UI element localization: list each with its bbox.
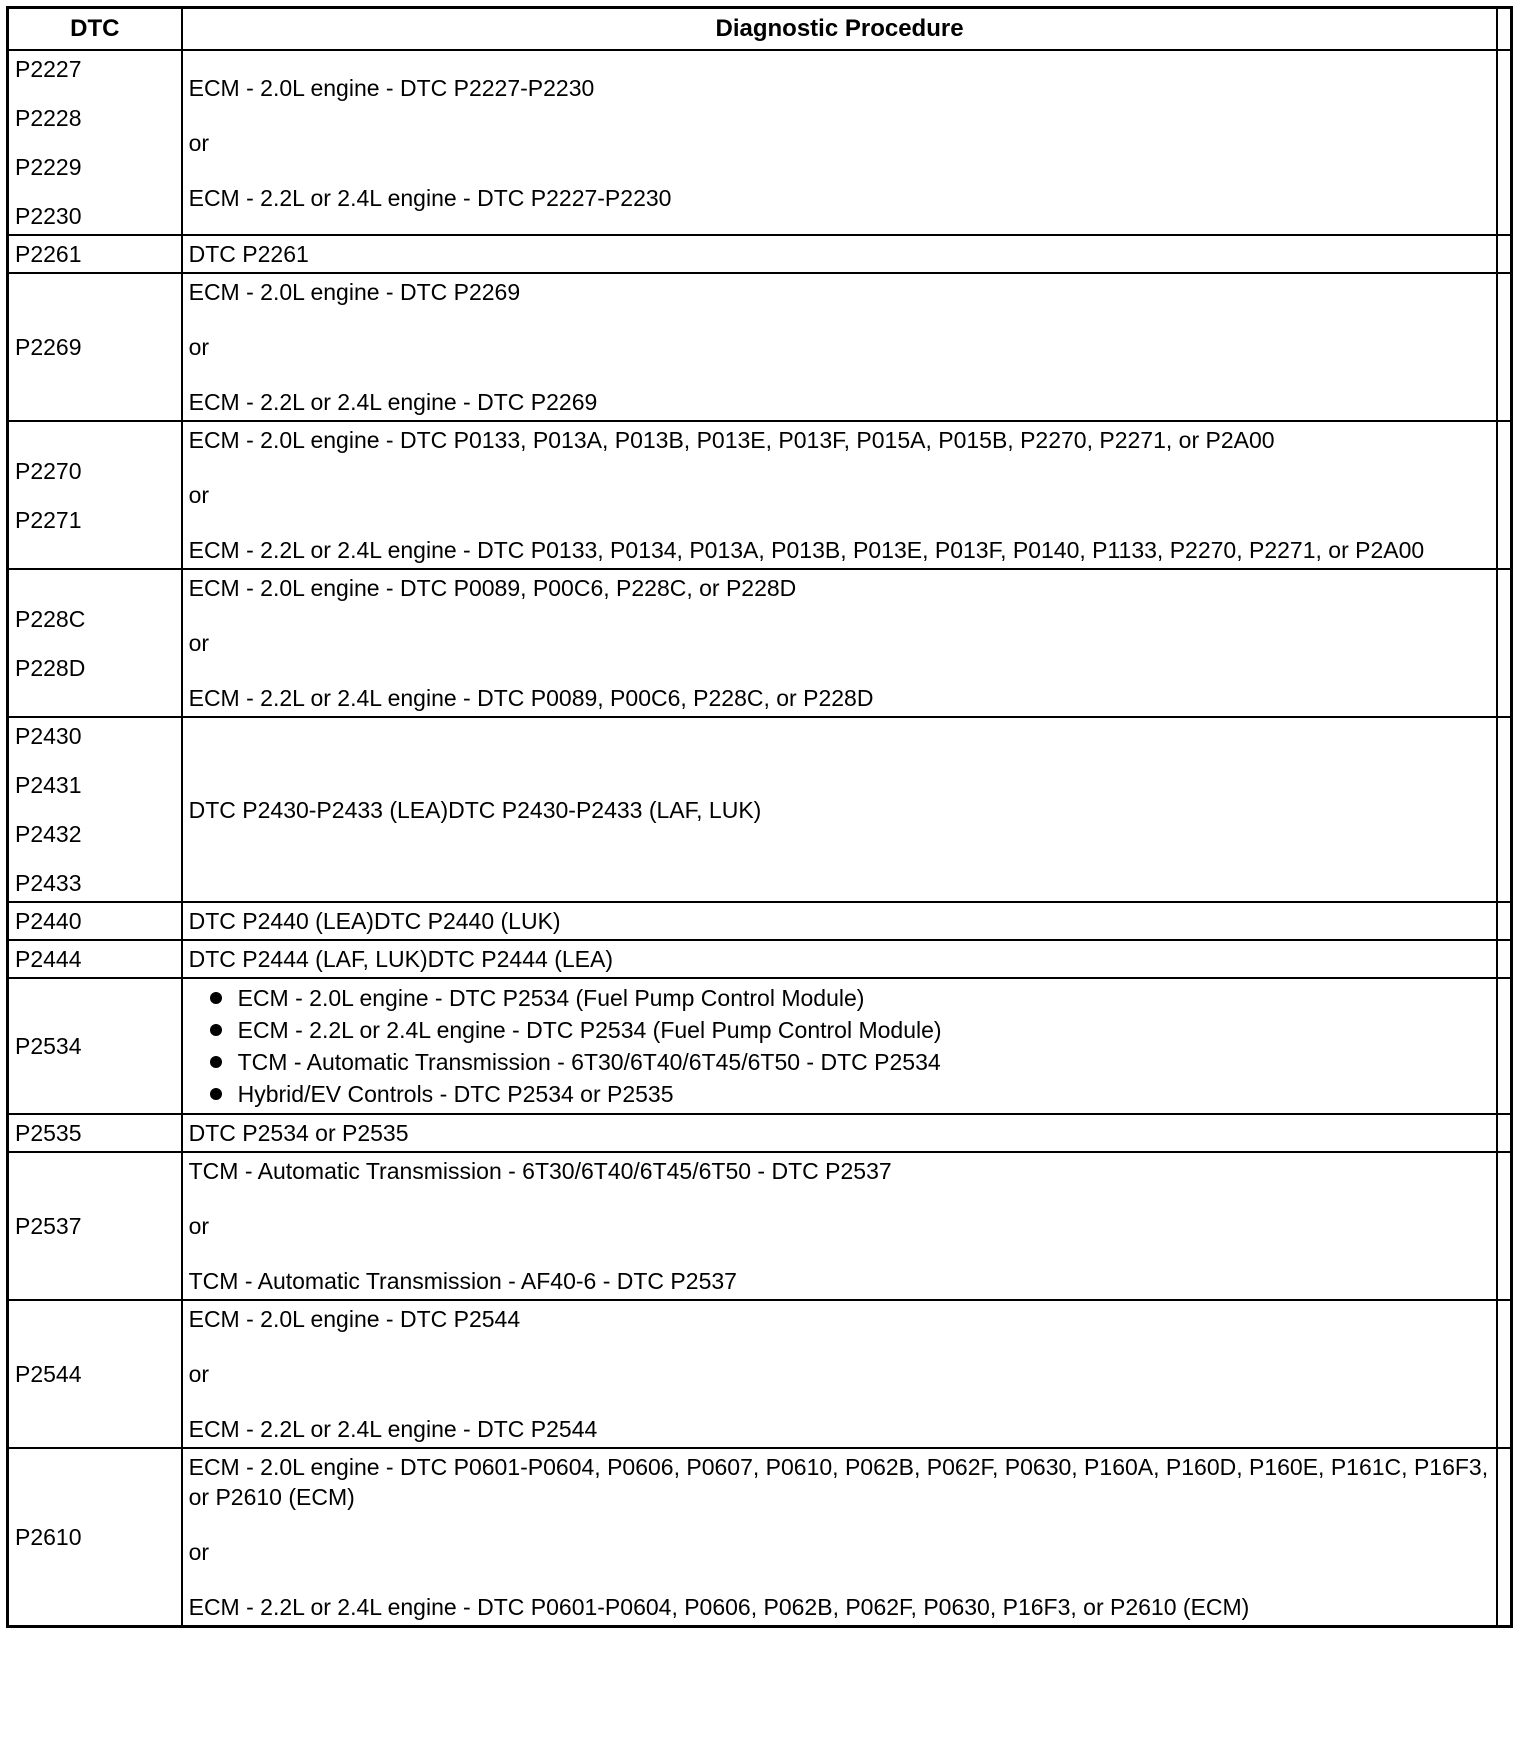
list-item xyxy=(208,1046,1491,1078)
dtc-code: P2544 xyxy=(15,1361,82,1387)
dtc-code-cell xyxy=(8,1300,182,1448)
procedure-text: ECM - 2.2L or 2.4L engine - DTC P0133, P0134, P013A, P013B, P013E, P013F, P0140, P1133, P2270, P2271, or P2A00 xyxy=(188,537,1425,563)
bullet-icon xyxy=(210,1024,222,1036)
table-row xyxy=(8,940,1512,978)
or-separator: or xyxy=(188,482,210,508)
list-item xyxy=(208,1078,1491,1110)
procedure-text: TCM - Automatic Transmission - AF40-6 - DTC P2537 xyxy=(188,1268,737,1294)
bullet-icon xyxy=(210,992,222,1004)
line-spacer xyxy=(189,1389,1491,1414)
procedure-text: ECM - 2.0L engine - DTC P2534 (Fuel Pump Control Module) xyxy=(237,985,865,1011)
dtc-code: P2440 xyxy=(15,908,82,934)
dtc-code: P2535 xyxy=(15,1120,82,1146)
table-body xyxy=(8,50,1512,1627)
dtc-code: P2433 xyxy=(15,870,82,896)
right-margin-cell xyxy=(1497,8,1511,51)
dtc-code: P2269 xyxy=(15,334,82,360)
or-separator: or xyxy=(188,334,210,360)
dtc-code-cell xyxy=(8,569,182,717)
diagnostic-procedure-cell xyxy=(182,902,1498,940)
line-spacer xyxy=(15,751,175,770)
line-spacer xyxy=(15,486,175,505)
diagnostic-procedure-cell xyxy=(182,717,1498,902)
dtc-code: P2537 xyxy=(15,1213,82,1239)
line-spacer xyxy=(15,800,175,819)
procedure-text: ECM - 2.0L engine - DTC P2544 xyxy=(188,1306,521,1332)
procedure-text: ECM - 2.2L or 2.4L engine - DTC P2269 xyxy=(188,389,598,415)
procedure-text: ECM - 2.2L or 2.4L engine - DTC P0089, P00C6, P228C, or P228D xyxy=(188,685,874,711)
right-margin-cell xyxy=(1497,235,1511,273)
dtc-code-cell xyxy=(8,902,182,940)
procedure-text: DTC P2261 xyxy=(188,241,309,267)
right-margin-cell xyxy=(1497,1448,1511,1627)
dtc-code: P2430 xyxy=(15,723,82,749)
table-row xyxy=(8,273,1512,421)
dtc-code: P228C xyxy=(15,605,86,632)
line-spacer xyxy=(189,1186,1491,1211)
dtc-code: P2271 xyxy=(15,506,82,533)
right-margin-cell xyxy=(1497,978,1511,1114)
line-spacer xyxy=(15,133,175,152)
diagnostic-procedure-cell xyxy=(182,50,1498,235)
diagnostic-procedure-cell xyxy=(182,940,1498,978)
header-diagnostic-procedure: Diagnostic Procedure xyxy=(182,8,1498,51)
line-spacer xyxy=(15,84,175,103)
diagnostic-procedure-cell xyxy=(182,1152,1498,1300)
line-spacer xyxy=(189,455,1491,480)
right-margin-cell xyxy=(1497,273,1511,421)
table-row xyxy=(8,569,1512,717)
procedure-text: ECM - 2.0L engine - DTC P0601-P0604, P0606, P0607, P0610, P062B, P062F, P0630, P160A, P160D, P160E, P161C, P16F3, or P2610 (ECM) xyxy=(188,1454,1489,1510)
table-row xyxy=(8,235,1512,273)
procedure-text: TCM - Automatic Transmission - 6T30/6T40/6T45/6T50 - DTC P2537 xyxy=(188,1158,892,1184)
dtc-code: P2227 xyxy=(15,56,82,82)
procedure-text: ECM - 2.2L or 2.4L engine - DTC P2227-P2230 xyxy=(188,184,672,211)
dtc-code: P2610 xyxy=(15,1524,82,1550)
procedure-text: ECM - 2.2L or 2.4L engine - DTC P2534 (Fuel Pump Control Module) xyxy=(237,1017,942,1043)
right-margin-cell xyxy=(1497,1152,1511,1300)
dtc-code: P2261 xyxy=(15,241,82,267)
or-separator: or xyxy=(188,1213,210,1239)
right-margin-cell xyxy=(1497,569,1511,717)
right-margin-cell xyxy=(1497,717,1511,902)
line-spacer xyxy=(189,1334,1491,1359)
line-spacer xyxy=(15,634,175,653)
dtc-code-cell xyxy=(8,978,182,1114)
bullet-icon xyxy=(210,1088,222,1100)
procedure-text: TCM - Automatic Transmission - 6T30/6T40/6T45/6T50 - DTC P2534 xyxy=(237,1049,941,1075)
line-spacer xyxy=(189,603,1491,628)
dtc-code: P2534 xyxy=(15,1033,82,1059)
or-separator: or xyxy=(188,1539,210,1565)
list-item xyxy=(208,1014,1491,1046)
dtc-code: P2432 xyxy=(15,821,82,847)
procedure-text: Hybrid/EV Controls - DTC P2534 or P2535 xyxy=(237,1081,674,1107)
dtc-code: P2230 xyxy=(15,203,82,229)
right-margin-cell xyxy=(1497,1300,1511,1448)
right-margin-cell xyxy=(1497,1114,1511,1152)
line-spacer xyxy=(15,182,175,201)
diagnostic-procedure-cell xyxy=(182,1448,1498,1627)
right-margin-cell xyxy=(1497,940,1511,978)
dtc-code: P2229 xyxy=(15,154,82,180)
dtc-code: P2431 xyxy=(15,772,82,798)
line-spacer xyxy=(189,1512,1491,1537)
table-row xyxy=(8,902,1512,940)
dtc-code: P2270 xyxy=(15,457,82,484)
procedure-text: ECM - 2.0L engine - DTC P0089, P00C6, P228C, or P228D xyxy=(188,575,797,601)
table-row xyxy=(8,1152,1512,1300)
dtc-code-cell xyxy=(8,1448,182,1627)
right-margin-cell xyxy=(1497,902,1511,940)
line-spacer xyxy=(189,307,1491,332)
line-spacer xyxy=(189,658,1491,683)
right-margin-cell xyxy=(1497,50,1511,235)
procedure-text: ECM - 2.0L engine - DTC P2227-P2230 xyxy=(188,74,595,101)
line-spacer xyxy=(189,362,1491,387)
list-item xyxy=(208,982,1491,1014)
procedure-text: ECM - 2.0L engine - DTC P2269 xyxy=(188,279,521,305)
table-row xyxy=(8,1448,1512,1627)
dtc-code-cell xyxy=(8,235,182,273)
diagnostic-procedure-cell xyxy=(182,1114,1498,1152)
table-header-row xyxy=(8,8,1512,51)
line-spacer xyxy=(189,103,1491,128)
table-row xyxy=(8,1114,1512,1152)
diagnostic-procedure-cell xyxy=(182,421,1498,569)
dtc-code: P2228 xyxy=(15,105,82,131)
procedure-text: DTC P2444 (LAF, LUK)DTC P2444 (LEA) xyxy=(188,946,613,972)
diagnostic-procedure-cell xyxy=(182,235,1498,273)
right-margin-cell xyxy=(1497,421,1511,569)
table-row xyxy=(8,50,1512,235)
dtc-code-cell xyxy=(8,273,182,421)
procedure-text: DTC P2440 (LEA)DTC P2440 (LUK) xyxy=(188,908,561,934)
dtc-procedure-table xyxy=(6,6,1513,1628)
diagnostic-procedure-cell xyxy=(182,569,1498,717)
procedure-text: ECM - 2.2L or 2.4L engine - DTC P0601-P0604, P0606, P062B, P062F, P0630, P16F3, or P2610 (ECM) xyxy=(188,1594,1250,1620)
procedure-bullet-list xyxy=(189,982,1491,1110)
dtc-code: P2444 xyxy=(15,946,82,972)
procedure-text: DTC P2430-P2433 (LEA)DTC P2430-P2433 (LAF, LUK) xyxy=(188,796,762,823)
dtc-code: P228D xyxy=(15,654,86,681)
or-separator: or xyxy=(188,1361,210,1387)
line-spacer xyxy=(189,158,1491,183)
dtc-code-cell xyxy=(8,717,182,902)
table-row xyxy=(8,717,1512,902)
bullet-icon xyxy=(210,1056,222,1068)
diagnostic-procedure-cell xyxy=(182,978,1498,1114)
or-separator: or xyxy=(188,630,210,656)
dtc-code-cell xyxy=(8,1152,182,1300)
procedure-text: ECM - 2.0L engine - DTC P0133, P013A, P013B, P013E, P013F, P015A, P015B, P2270, P2271, or P2A00 xyxy=(188,427,1275,453)
table-row xyxy=(8,1300,1512,1448)
dtc-code-cell xyxy=(8,940,182,978)
table-row xyxy=(8,421,1512,569)
header-dtc: DTC xyxy=(8,8,182,51)
or-separator: or xyxy=(188,129,210,156)
table-row xyxy=(8,978,1512,1114)
dtc-code-cell xyxy=(8,1114,182,1152)
line-spacer xyxy=(189,1567,1491,1592)
dtc-code-cell xyxy=(8,50,182,235)
diagnostic-procedure-cell xyxy=(182,1300,1498,1448)
dtc-code-cell xyxy=(8,421,182,569)
procedure-text: ECM - 2.2L or 2.4L engine - DTC P2544 xyxy=(188,1416,598,1442)
line-spacer xyxy=(15,849,175,868)
diagnostic-procedure-cell xyxy=(182,273,1498,421)
line-spacer xyxy=(189,1241,1491,1266)
line-spacer xyxy=(189,510,1491,535)
procedure-text: DTC P2534 or P2535 xyxy=(188,1120,409,1146)
